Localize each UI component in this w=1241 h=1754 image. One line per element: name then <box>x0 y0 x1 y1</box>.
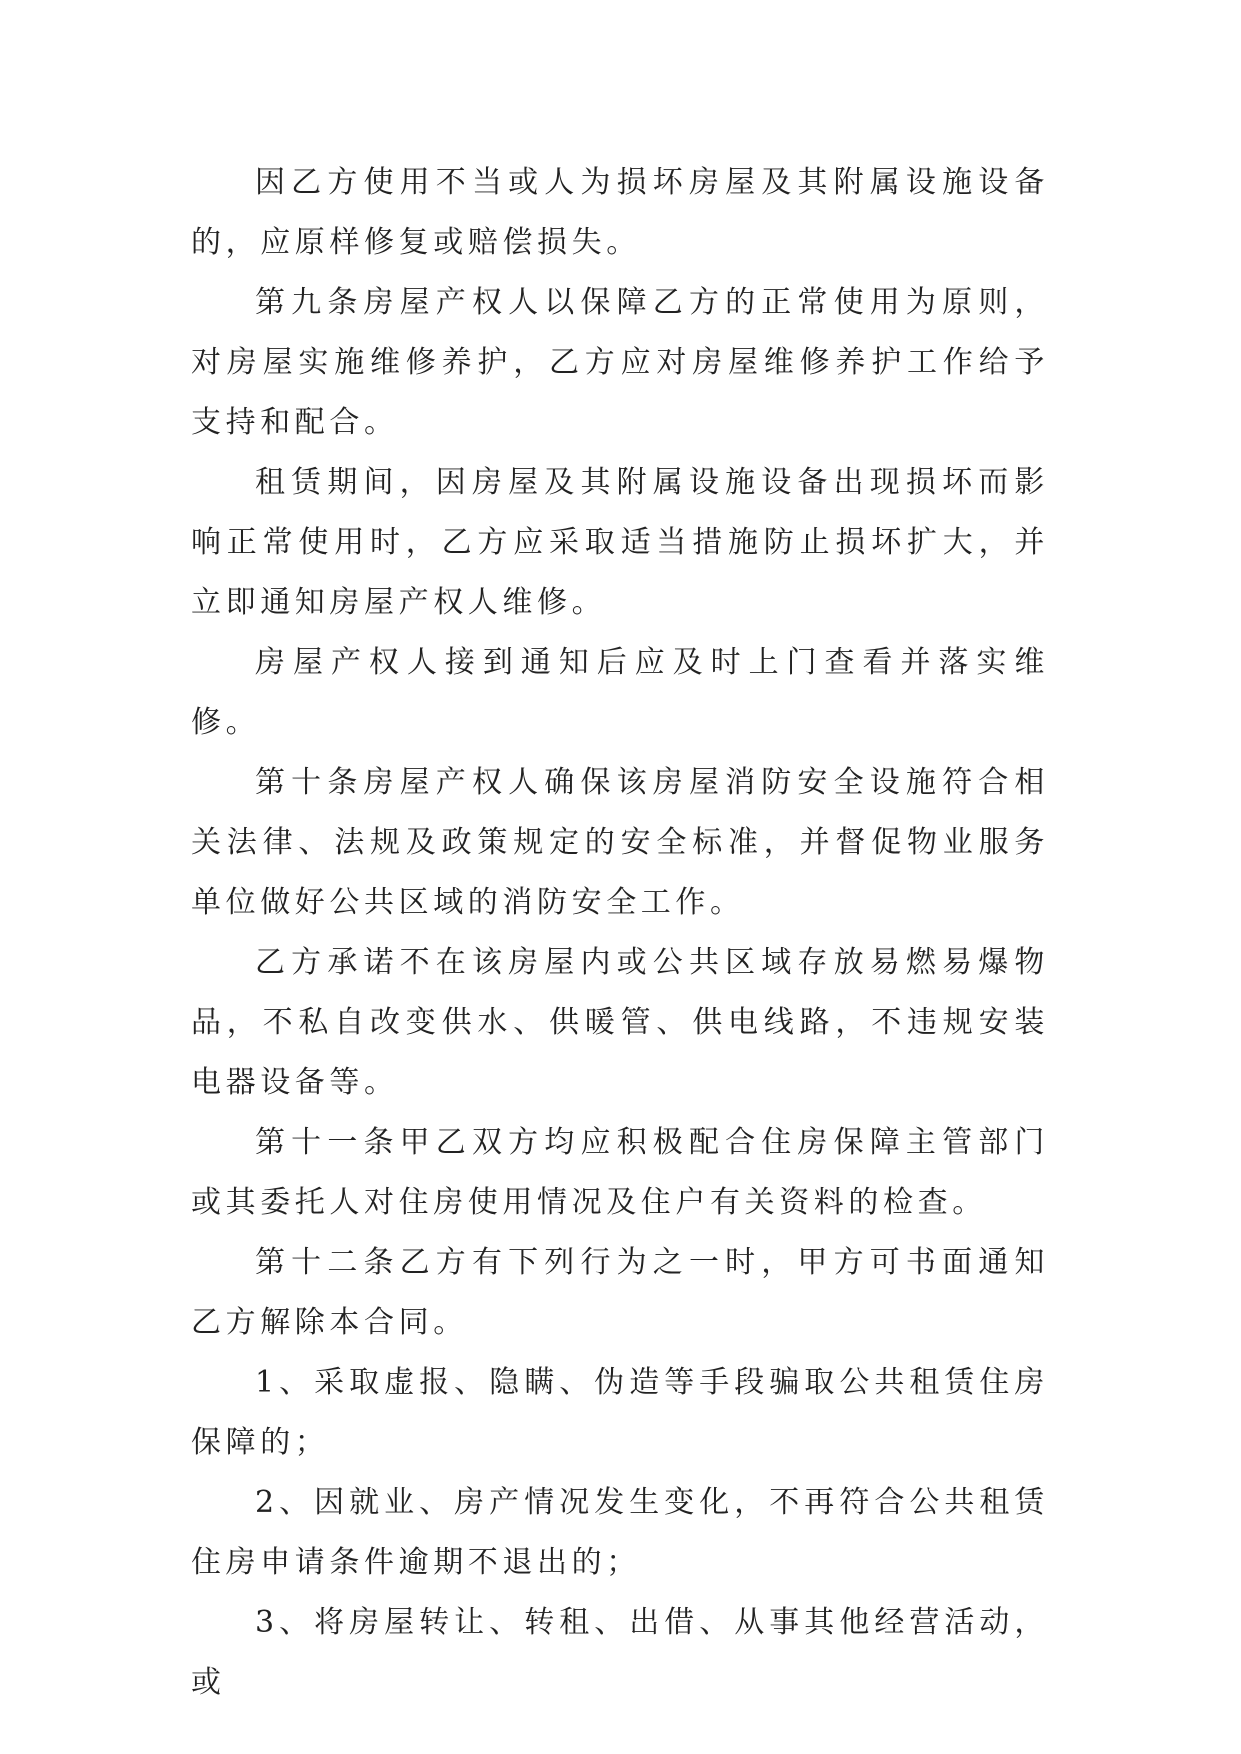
paragraph-damage-repair: 因乙方使用不当或人为损坏房屋及其附属设施设备的，应原样修复或赔偿损失。 <box>191 165 1049 260</box>
paragraph-lease-damage: 租赁期间，因房屋及其附属设施设备出现损坏而影响正常使用时，乙方应采取适当措施防止损坏扩大，并立即通知房屋产权人维修。 <box>191 465 1049 620</box>
list-item-1: 1、采取虚报、隐瞒、伪造等手段骗取公共租赁住房保障的； <box>191 1365 1049 1460</box>
list-item-3: 3、将房屋转让、转租、出借、从事其他经营活动，或 <box>191 1605 1049 1700</box>
paragraph-article-11: 第十一条甲乙双方均应积极配合住房保障主管部门或其委托人对住房使用情况及住户有关资料的检查。 <box>191 1125 1049 1220</box>
list-item-2: 2、因就业、房产情况发生变化，不再符合公共租赁住房申请条件逾期不退出的； <box>191 1485 1049 1580</box>
paragraph-fire-safety-promise: 乙方承诺不在该房屋内或公共区域存放易燃易爆物品，不私自改变供水、供暖管、供电线路，不违规安装电器设备等。 <box>191 945 1049 1100</box>
document-body <box>191 153 1049 1713</box>
paragraph-article-12: 第十二条乙方有下列行为之一时，甲方可书面通知乙方解除本合同。 <box>191 1245 1049 1340</box>
paragraph-article-10: 第十条房屋产权人确保该房屋消防安全设施符合相关法律、法规及政策规定的安全标准，并督促物业服务单位做好公共区域的消防安全工作。 <box>191 765 1049 920</box>
paragraph-owner-repair: 房屋产权人接到通知后应及时上门查看并落实维修。 <box>191 645 1049 740</box>
paragraph-article-9: 第九条房屋产权人以保障乙方的正常使用为原则，对房屋实施维修养护，乙方应对房屋维修养护工作给予支持和配合。 <box>191 285 1049 440</box>
